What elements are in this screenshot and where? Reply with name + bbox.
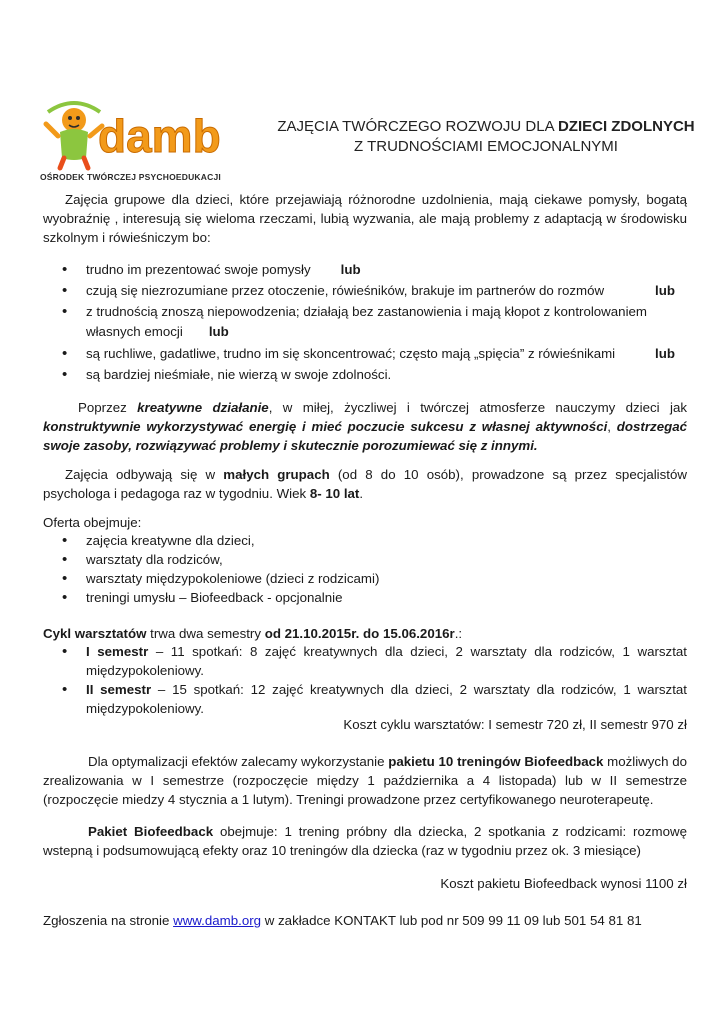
list-item: • II semestr – 15 spotkań: 12 zajęć kreatywnych dla dzieci, 2 warsztaty dla rodziców, 1 warsztat międzypokoleniowy. (62, 680, 687, 718)
contact-line: Zgłoszenia na stronie www.damb.org w zakładce KONTAKT lub pod nr 509 99 11 09 lub 501 54 81 81 (43, 913, 642, 928)
biofeedback-paragraph: Dla optymalizacji efektów zalecamy wykorzystanie pakietu 10 treningów Biofeedback możliwych do zrealizowania w I semestrze (rozpoczęcie między 1 października a 4 listopada) lub w II semestrze (rozpoczęcie miedzy 4 stycznia a 1 lutym). Treningi prowadzone przez certyfikowanego neuroterapeutę. (43, 754, 687, 807)
list-item: • są bardziej nieśmiałe, nie wierzą w swoje zdolności. (62, 365, 687, 386)
groups-paragraph: Zajęcia odbywają się w małych grupach (od 8 do 10 osób), prowadzone są przez specjalistów psychologa i pedagoga raz w tygodniu. Wiek 8- 10 lat. (43, 467, 687, 501)
list-item: • trudno im prezentować swoje pomysły lub (62, 260, 687, 281)
list-item: • czują się niezrozumiane przez otoczenie, rówieśników, brakuje im partnerów do rozmów lub (62, 281, 687, 302)
offer-heading: Oferta obejmuje: (43, 515, 142, 530)
list-item: • są ruchliwe, gadatliwe, trudno im się skoncentrować; często mają „spięcia” z rówieśnikami lub (62, 344, 687, 365)
website-link[interactable]: www.damb.org (173, 913, 262, 928)
list-item: • treningi umysłu – Biofeedback - opcjonalnie (62, 588, 687, 607)
package-cost: Koszt pakietu Biofeedback wynosi 1100 zł (440, 876, 687, 891)
logo-subtitle: OŚRODEK TWÓRCZEJ PSYCHOEDUKACJI (40, 172, 221, 182)
creative-paragraph: Poprzez kreatywne działanie, w miłej, życzliwej i twórczej atmosferze nauczymy dzieci jak konstruktywnie wykorzystywać energię i mieć poczucie sukcesu z własnej aktywności, dostrzegać swoje zasoby, rozwiązywać problemy i skutecznie porozumiewać się z innymi. (43, 400, 687, 453)
lub-label: lub (340, 262, 361, 277)
lub-label: lub (655, 346, 675, 361)
list-item: • zajęcia kreatywne dla dzieci, (62, 531, 687, 550)
list-item: • z trudnością znoszą niepowodzenia; działają bez zastanowienia i mają kłopot z kontrolowaniem własnych emocji lub (62, 302, 687, 344)
problems-list (62, 260, 687, 386)
lub-label: lub (208, 324, 229, 339)
intro-paragraph: Zajęcia grupowe dla dzieci, które przejawiają różnorodne uzdolnienia, mają ciekawe pomysły, bogatą wyobraźnię , interesują się wieloma rzeczami, lubią wyzwania, ale mają problemy z adaptacją w środowisku szkolnym i rówieśniczym bo: (43, 192, 687, 245)
lub-label: lub (655, 283, 675, 298)
page-title-line2: Z TRUDNOŚCIAMI EMOCJONALNYMI (354, 138, 618, 155)
list-item: • warsztaty dla rodziców, (62, 550, 687, 569)
semester-list (62, 642, 687, 718)
cycle-cost: Koszt cyklu warsztatów: I semestr 720 zł, II semestr 970 zł (343, 717, 687, 732)
package-paragraph: Pakiet Biofeedback obejmuje: 1 trening próbny dla dziecka, 2 spotkania z rodzicami: rozmowę wstepną i podsumowującą efekty oraz 10 treningów dla dziecka (raz w tygodniu przez ok. 3 miesiące) (43, 824, 687, 858)
list-item: • I semestr – 11 spotkań: 8 zajęć kreatywnych dla dzieci, 2 warsztaty dla rodziców, 1 warsztat międzypokoleniowy. (62, 642, 687, 680)
list-item: • warsztaty międzypokoleniowe (dzieci z rodzicami) (62, 569, 687, 588)
damb-logo (40, 96, 252, 172)
cycle-heading: Cykl warsztatów trwa dwa semestry od 21.10.2015r. do 15.06.2016r.: (43, 626, 463, 641)
offer-list (62, 531, 687, 607)
svg-text:damb: damb (98, 110, 221, 162)
page-title-line1: ZAJĘCIA TWÓRCZEGO ROZWOJU DLA DZIECI ZDOLNYCH (277, 118, 695, 135)
